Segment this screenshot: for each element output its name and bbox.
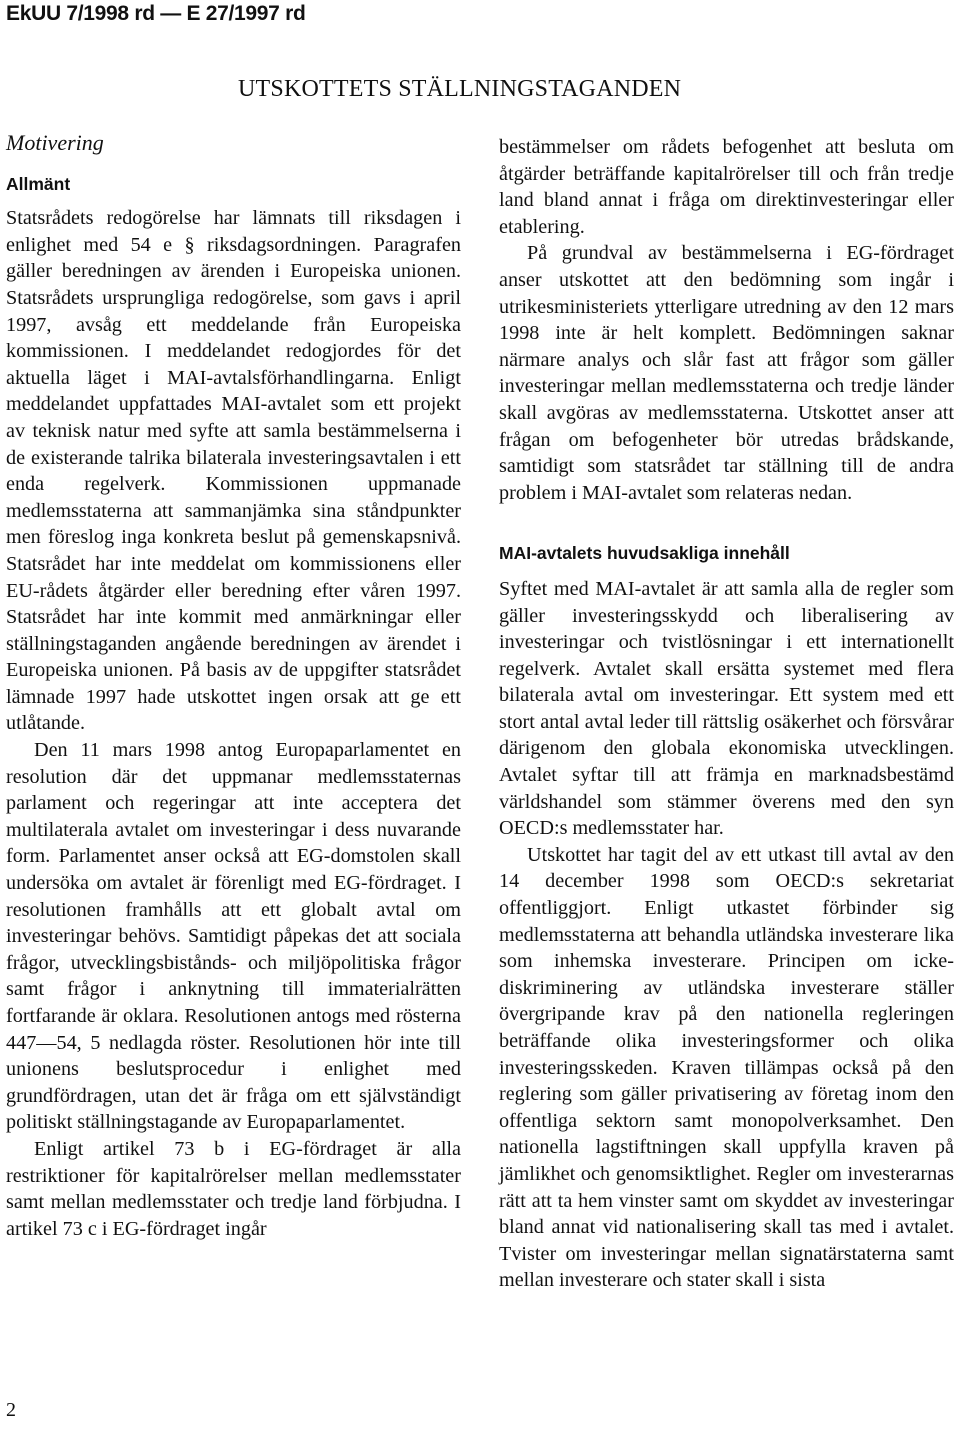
paragraph: Statsrådets redogörelse har lämnats till riksdagen i enlighet med 54 e § riksdagsordningen. Paragrafen gäller beredningen av ärenden i Europeiska unionen. Statsrådets ursprungliga redogörelse, som gavs i april 1997, avsåg ett meddelande från Europeiska kommissionen. I meddelandet redogjordes för det aktuella läget i MAI-avtalsförhandlingarna. Enligt meddelandet uppfattades MAI-avtalet som ett projekt av teknisk natur med syfte att samla bestämmelserna i de existerande talrika bilaterala investeringsavtalen i ett enda regelverk. Kommissionen uppmanade medlemsstaterna att sammanjämka sina ståndpunkter men föreslog inga konkreta beslut på gemenskapsnivå. Statsrådet har inte meddelat om kommissionens eller EU-rådets åtgärder eller beredning efter våren 1997. Statsrådet har inte kommit med anmärkningar eller ställningstaganden angående beredningen av ärendet i Europeiska unionen. På basis av de uppgifter statsrådet lämnade 1997 hade utskottet ingen orsak att ge ett utlåtande. (6, 207, 461, 735)
paragraph: På grundval av bestämmelserna i EG-fördraget anser utskottet att den bedömning som ingår i utrikesministeriets ytterligare utredning av den 12 mars 1998 inte är helt komplett. Bedömningen saknar närmare analys och slår fast att frågor som gäller investeringar mellan medlemsstaterna och tredje länder skall avgöras av medlemsstaterna. Utskottet anser att frågan om befogenheter bör utredas brådskande, samtidigt som statsrådet tar ställning till de andra problem i MAI-avtalet som relateras nedan. (499, 242, 954, 504)
running-head: EkUU 7/1998 rd — E 27/1997 rd (6, 2, 306, 25)
section-title: UTSKOTTETS STÄLLNINGSTAGANDEN (238, 76, 682, 102)
left-subheading: Allmänt (6, 173, 71, 194)
right-column (499, 134, 954, 1294)
left-column (6, 130, 461, 1242)
paragraph: Den 11 mars 1998 antog Europaparlamentet en resolution där det uppmanar medlemsstaternas parlament och regeringar att inte acceptera det multilaterala avtalet om investeringar i dess nuvarande form. Parlamentet anser också att EG-domstolen skall undersöka om avtalet är förenligt med EG-fördraget. I resolutionen framhålls att ett globalt avtal om investeringar behövs. Samtidigt påpekas det att sociala frågor, utvecklingsbistånds- och miljöpolitiska frågor samt frågor i anknytning till immaterialrätten fortfarande är oklara. Resolutionen antogs med rösterna 447—54, 5 nedlagda röster. Resolutionen hör inte till unionens beslutsprocedur i enlighet med grundfördragen, utan det är fråga om ett självständigt politiskt ställningstagande av Europaparlamentet. (6, 739, 461, 1134)
left-heading: Motivering (6, 130, 104, 155)
paragraph: Enligt artikel 73 b i EG-fördraget är alla restriktioner för kapitalrörelser mellan medlemsstater samt mellan medlemsstater och tredje land förbjudna. I artikel 73 c i EG-fördraget ingår (6, 1137, 461, 1240)
paragraph: Syftet med MAI-avtalet är att samla alla de regler som gäller investeringsskydd och liberalisering av investeringar och tvistlösningar i ett internationellt regelverk. Avtalet skall ersätta systemet med flera bilaterala avtal om investeringar. Ett system med ett stort antal avtal leder till rättslig osäkerhet och försvårar därigenom den globala ekonomiska utvecklingen. Avtalet syftar till att främja en marknadsbestämd världshandel som stämmer överens med den syn OECD:s medlemsstater har. (499, 577, 954, 840)
right-subheading: MAI-avtalets huvudsakliga innehåll (499, 543, 790, 564)
paragraph: bestämmelser om rådets befogenhet att besluta om åtgärder beträffande kapitalrörelser till och från tredje land bland annat i fråga om direktinvesteringar eller etablering. (499, 136, 954, 238)
paragraph: Utskottet har tagit del av ett utkast till avtal av den 14 december 1998 som OECD:s sekretariat offentliggjort. Enligt utkastet förbinder sig medlemsstaterna att behandla utländska investerare lika som inhemska investerare. Principen om icke-diskriminering av utländska investerare ställer övergripande krav på den nationella regleringen beträffande olika investeringsformer och olika investeringsskeden. Kraven tillämpas också på den reglering som gäller privatisering av företag inom den offentliga sektorn samt monopolverksamhet. Den nationella lagstiftningen skall uppfylla kraven på jämlikhet och genomsiktlighet. Regler om investerarnas rätt att ta hem vinster samt om skyddet av investeringar bland annat vid nationalisering skall tas med i avtalet. Tvister om investeringar mellan signatärstaterna samt mellan investerare och stater skall i sista (499, 843, 954, 1292)
page-number: 2 (6, 1399, 16, 1421)
